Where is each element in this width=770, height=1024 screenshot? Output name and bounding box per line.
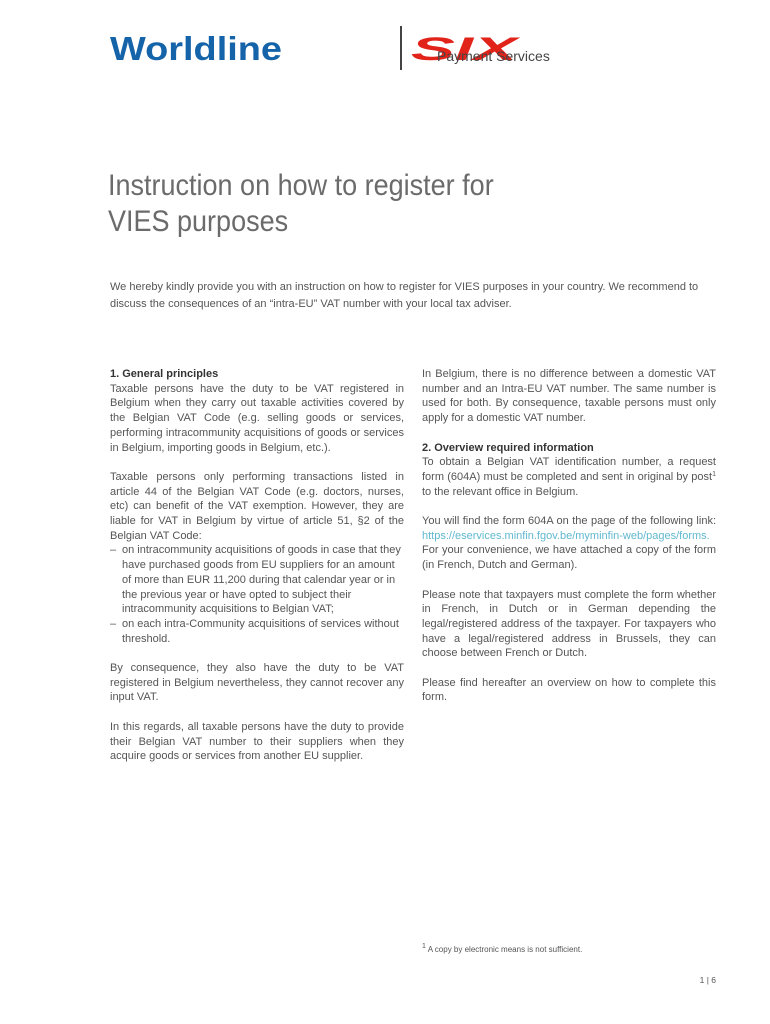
intro-paragraph: We hereby kindly provide you with an instruction on how to register for VIES purposes in your country. We recommend to discuss the consequences of an “intra-EU” VAT number with your local tax adviser. [110, 281, 699, 310]
page-header [110, 26, 570, 72]
section-2-paragraph-1-text: To obtain a Belgian VAT identification number, a request form (604A) must be completed and sent in original by post [422, 456, 716, 483]
section-2-paragraph-2-rest: For your convenience, we have attached a copy of the form (in French, Dutch and German). [422, 544, 716, 572]
section-1-paragraph-3: By consequence, they also have the duty to be VAT registered in Belgium nevertheless, they cannot recover any input VAT. [110, 662, 404, 704]
section-2-paragraph-2-text: You will find the form 604A on the page of the following link: [422, 515, 716, 527]
section-1-paragraph-4: In this regards, all taxable persons have the duty to provide their Belgian VAT number to their suppliers when they acquire goods or services from another EU supplier. [110, 720, 404, 763]
footnote-number: 1 [422, 943, 426, 950]
section-2-heading: 2. Overview required information [422, 441, 594, 454]
section-2-paragraph-1-rest: to the relevant office in Belgium. [422, 485, 579, 498]
section-2-paragraph-2 [422, 514, 716, 573]
page-number: 1 | 6 [699, 975, 716, 985]
section-2-paragraph-4: Please find hereafter an overview on how to complete this form. [422, 676, 716, 704]
page-title [108, 168, 612, 240]
title-line-2: VIES purposes [108, 205, 289, 238]
worldline-logo [110, 30, 288, 66]
footnote-text: A copy by electronic means is not sufficient. [425, 945, 583, 954]
payment-services-tagline: Payment Services [437, 48, 550, 64]
footnote-ref: 1 [712, 470, 716, 478]
right-paragraph-1: In Belgium, there is no difference between a domestic VAT number and an Intra-EU VAT number. The same number is used for both. By consequence, taxable persons must only apply for a domestic VAT number. [422, 368, 716, 425]
six-logo-text: SIX [411, 34, 521, 62]
worldline-logo-text: Worldline [110, 30, 282, 66]
left-column [110, 367, 404, 779]
logo-divider [400, 26, 402, 70]
title-line-1: Instruction on how to register for [108, 169, 494, 202]
section-1-bullet-list [110, 543, 404, 646]
myminfin-forms-link[interactable]: https://eservices.minfin.fgov.be/myminfin-web/pages/forms. [422, 529, 710, 542]
section-2-paragraph-3: Please note that taxpayers must complete the form whether in French, in Dutch or in German depending the legal/registered address of the taxpayer. For taxpayers who have a legal/registered address in Brussels, they can choose between French or Dutch. [422, 588, 716, 660]
list-item: – on intracommunity acquisitions of goods in case that they have purchased goods from EU suppliers for an amount of more than EUR 11,200 during that calendar year or in the previous year or have opted to subject their intracommunity acquisitions to Belgian VAT; [110, 543, 404, 617]
section-1-paragraph-1: Taxable persons have the duty to be VAT registered in Belgium when they carry out taxable activities covered by the Belgian VAT Code (e.g. selling goods or services, performing intracommunity acquisitions of goods or services in Belgium, importing goods in Belgium, etc.). [110, 382, 404, 454]
section-1-heading: 1. General principles [110, 368, 219, 380]
footnote [422, 945, 582, 954]
list-item: – on each intra-Community acquisitions of services without threshold. [110, 617, 404, 646]
right-column [422, 367, 716, 720]
section-2-paragraph-1 [422, 455, 716, 499]
section-1-paragraph-2: Taxable persons only performing transactions listed in article 44 of the Belgian VAT Code (e.g. doctors, nurses, etc) can benefit of the VAT exemption. However, they are liable for VAT in Belgium by virtue of article 51, §2 of the Belgian VAT Code: [110, 470, 404, 542]
